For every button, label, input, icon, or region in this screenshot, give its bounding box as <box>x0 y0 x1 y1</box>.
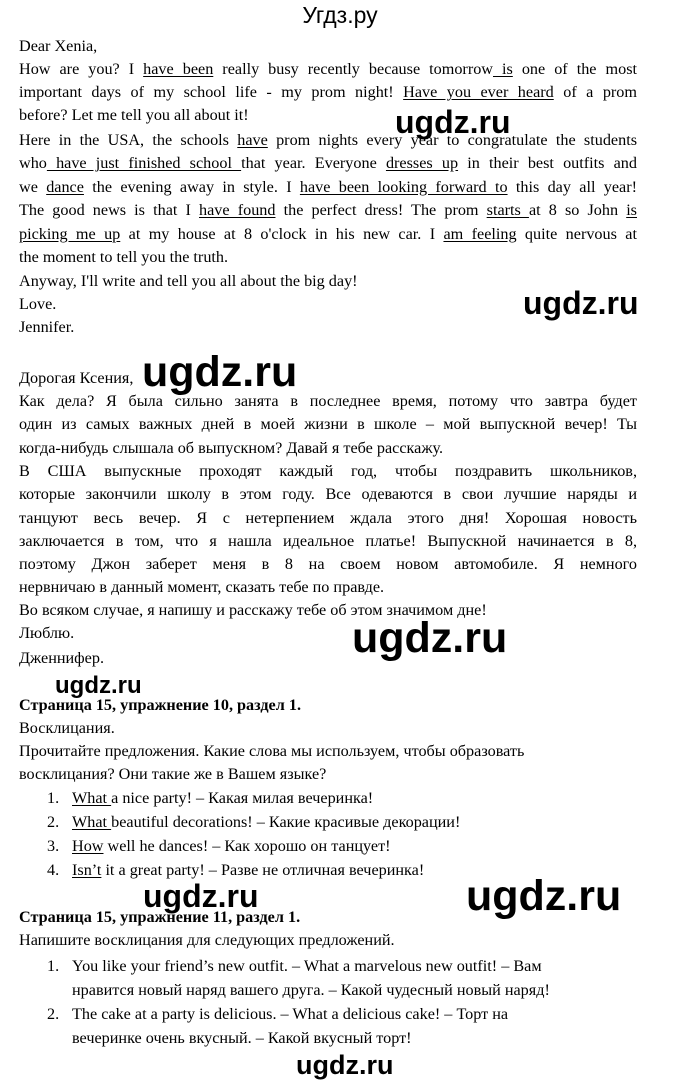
text-run: The good news is that I <box>19 201 200 220</box>
underlined-verb: have been <box>143 60 214 78</box>
ru-letter-line: нервничаю в данный момент, сказать тебе по правде. <box>19 578 385 597</box>
list-number: 2. <box>47 1005 60 1023</box>
underlined-verb: is <box>493 60 513 78</box>
text-run: the evening away in style. I <box>83 177 300 196</box>
text-run: the perfect dress! The prom <box>275 201 487 220</box>
ex11-heading: Страница 15, упражнение 11, раздел 1. <box>19 908 301 926</box>
text-run: at my house at 8 o'clock in his new car. I <box>120 224 444 243</box>
ru-letter-line: которые закончили школу в этом году. Все одеваются в свои лучшие наряды и <box>19 485 637 504</box>
ru-signature: Дженнифер. <box>19 649 105 667</box>
letter-line <box>19 129 637 151</box>
underlined-verb: dresses up <box>385 154 459 173</box>
list-number: 4. <box>47 861 60 879</box>
list-item <box>72 811 460 833</box>
ru-letter-line: Как дела? Я была сильно занята в последнее время, потому что завтра будет <box>19 392 637 410</box>
underlined-verb: dance <box>46 177 84 196</box>
underlined-verb: have found <box>199 201 276 220</box>
watermark: ugdz.ru <box>395 104 511 140</box>
ru-letter-line: танцуют весь вечер. Я с нетерпением ждала этого дня! Хорошая новость <box>19 508 637 527</box>
watermark: ugdz.ru <box>296 1050 394 1080</box>
text-run: important days of my school life - my prom night! <box>19 83 404 101</box>
ex10-heading: Страница 15, упражнение 10, раздел 1. <box>19 696 302 714</box>
underlined-verb: picking me up <box>19 224 121 243</box>
ru-greeting: Дорогая Ксения, <box>19 369 134 387</box>
letter-love: Love. <box>19 295 57 313</box>
ru-letter-line: В США выпускные проходят каждый год, чтобы поздравить школьников, <box>19 461 637 480</box>
ex10-instruction: восклицания? Они такие же в Вашем языке? <box>19 765 327 783</box>
letter-line <box>19 58 637 80</box>
list-item: вечеринке очень вкусный. – Какой вкусный торт! <box>72 1029 412 1047</box>
letter-line <box>19 81 637 103</box>
list-item: You like your friend’s new outfit. – What a marvelous new outfit! – Вам <box>72 957 542 975</box>
text-run: before? Let me tell you all about it! <box>19 106 249 124</box>
list-item: The cake at a party is delicious. – What a delicious cake! – Торт на <box>72 1005 509 1023</box>
letter-line <box>19 176 637 198</box>
letter-line <box>19 152 637 174</box>
letter-greeting: Dear Xenia, <box>19 37 98 55</box>
watermark: ugdz.ru <box>523 285 639 321</box>
text-run: at 8 so John <box>528 201 627 220</box>
letter-line <box>19 223 637 245</box>
site-header: Угдз.ру <box>302 2 378 28</box>
text-run: the moment to tell you the truth. <box>19 248 229 266</box>
text-run: of a prom <box>553 83 637 101</box>
watermark: ugdz.ru <box>352 614 508 662</box>
list-item-text: it a great party! – Разве не отличная вечеринка! <box>101 861 425 879</box>
ex10-title: Восклицания. <box>19 719 115 737</box>
ru-love: Люблю. <box>19 624 75 642</box>
text-run: that year. Everyone <box>241 154 386 173</box>
list-item <box>72 835 391 857</box>
ru-closing: Во всяком случае, я напишу и расскажу тебе об этом значимом дне! <box>19 601 487 619</box>
underlined-verb: have just finished school <box>46 154 242 173</box>
exclamation-word: What <box>72 789 112 807</box>
exclamation-word: Isn’t <box>72 861 102 879</box>
letter-line <box>19 104 249 126</box>
list-number: 2. <box>47 813 60 831</box>
text-run: Here in the USA, the schools <box>19 131 238 149</box>
text-run: one of the most <box>512 60 637 78</box>
underlined-verb: starts <box>486 201 529 220</box>
text-run: How are you? I <box>19 60 144 78</box>
text-run: really busy recently because tomorrow <box>213 60 493 78</box>
letter-signature: Jennifer. <box>19 318 75 336</box>
underlined-verb: have <box>237 131 268 149</box>
list-item-text: a nice party! – Какая милая вечеринка! <box>111 789 374 807</box>
letter-line <box>19 199 637 221</box>
underlined-verb: Have you ever heard <box>403 83 554 101</box>
list-number: 3. <box>47 837 60 855</box>
ex11-instruction: Напишите восклицания для следующих предложений. <box>19 931 395 949</box>
list-item-text: beautiful decorations! – Какие красивые декорации! <box>111 813 461 831</box>
underlined-verb: is <box>626 201 637 220</box>
letter-line <box>19 246 228 268</box>
list-number: 1. <box>47 957 60 975</box>
list-item-text: well he dances! – Как хорошо он танцует! <box>103 837 391 855</box>
ru-letter-line: один из самых важных дней в моей жизни в школе – мой выпускной вечер! Ты <box>19 415 637 434</box>
ru-letter-line: заключается в том, что я нашла идеальное платье! Выпускной начинается в 8, <box>19 531 637 550</box>
list-number: 1. <box>47 789 60 807</box>
text-run: who <box>19 154 47 173</box>
watermark: ugdz.ru <box>55 672 142 699</box>
exclamation-word: How <box>72 837 104 855</box>
watermark: ugdz.ru <box>143 878 259 914</box>
ru-letter-line: поэтому Джон заберет меня в 8 на своем новом автомобиле. Я немного <box>19 555 637 574</box>
text-run: quite nervous at <box>516 224 637 243</box>
text-run: we <box>19 177 47 196</box>
ru-letter-line: когда-нибудь слышала об выпускном? Давай я тебе расскажу. <box>19 438 444 457</box>
watermark: ugdz.ru <box>466 872 622 920</box>
text-run: in their best outfits and <box>458 154 637 173</box>
letter-closing: Anyway, I'll write and tell you all about the big day! <box>19 272 358 290</box>
text-run: this day all year! <box>507 177 637 196</box>
exclamation-word: What <box>72 813 112 831</box>
text-run: prom nights every year to congratulate the students <box>267 131 637 149</box>
ex10-instruction: Прочитайте предложения. Какие слова мы используем, чтобы образовать <box>19 742 525 760</box>
underlined-verb: have been looking forward to <box>299 177 508 196</box>
list-item <box>72 787 373 809</box>
list-item: нравится новый наряд вашего друга. – Какой чудесный новый наряд! <box>72 981 550 999</box>
watermark: ugdz.ru <box>142 348 298 396</box>
underlined-verb: am feeling <box>443 224 517 243</box>
